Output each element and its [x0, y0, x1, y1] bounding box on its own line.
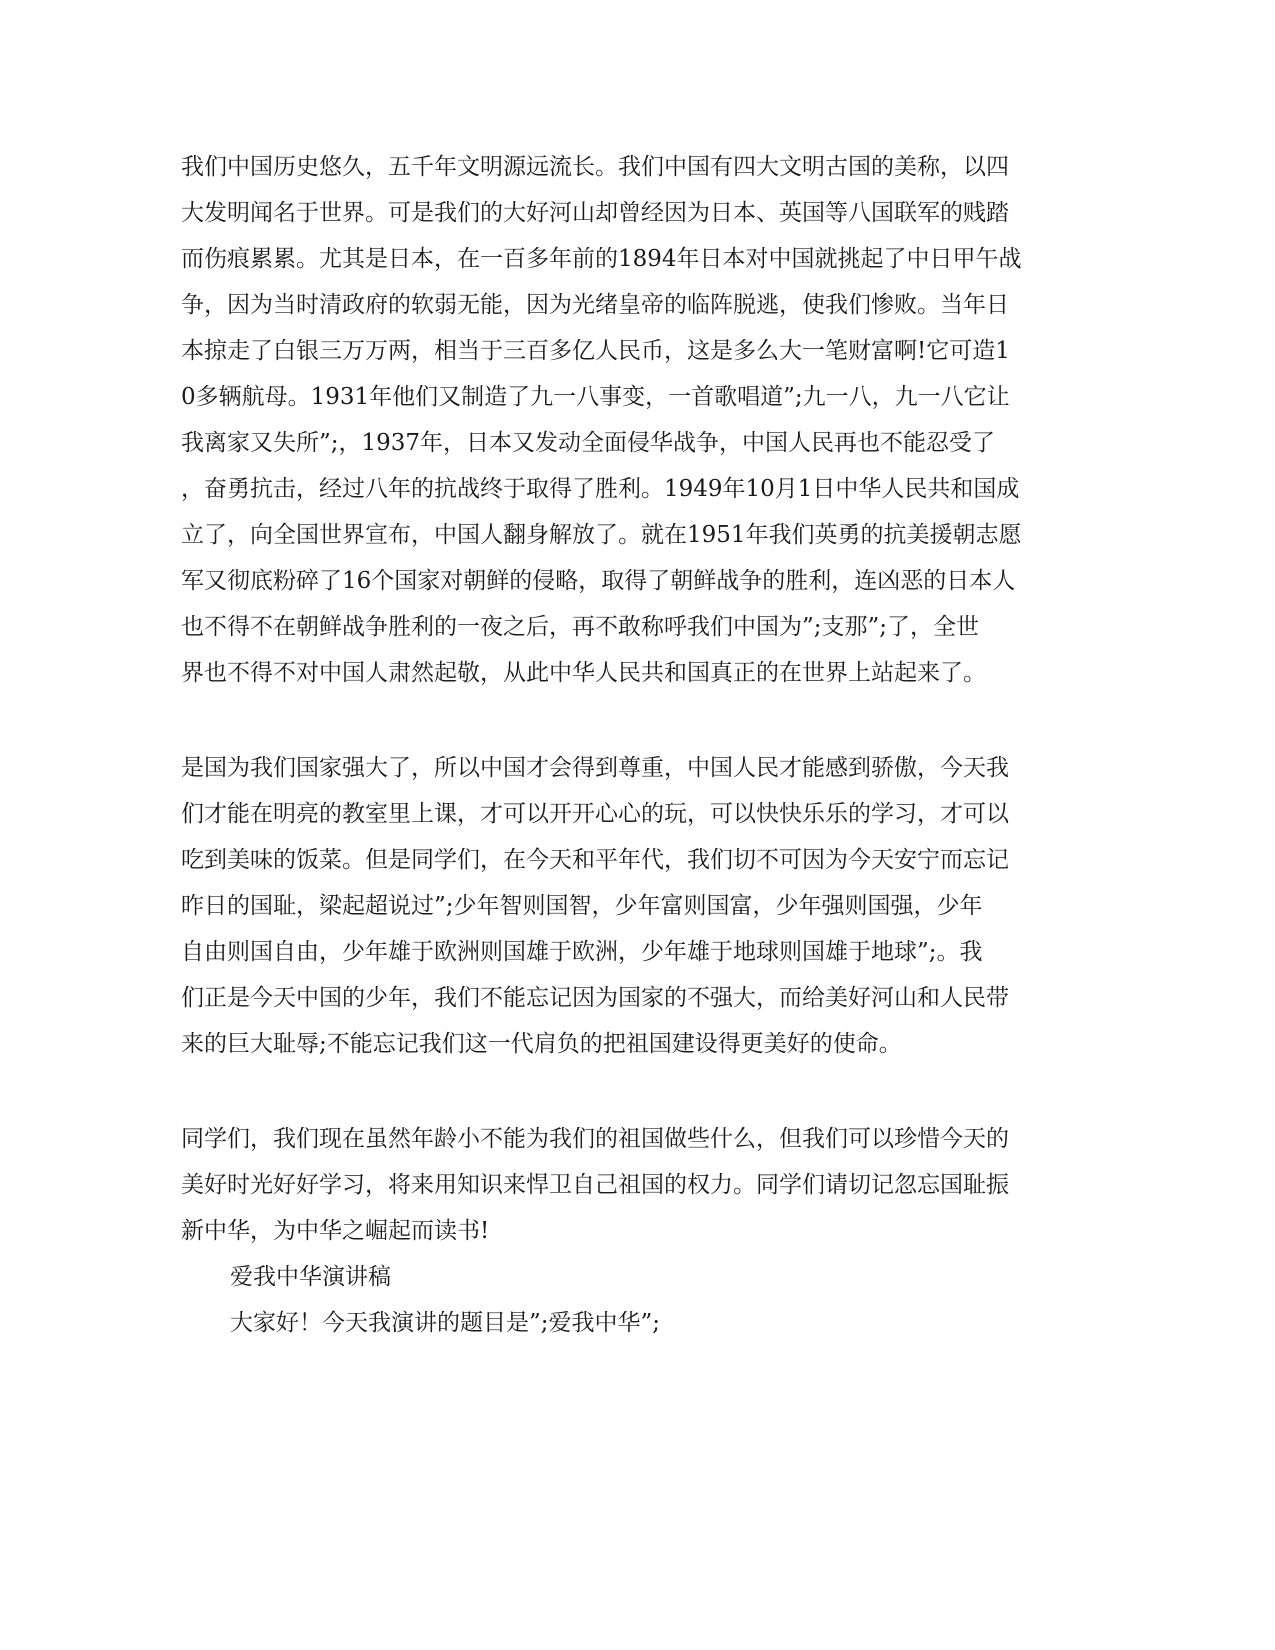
paragraph-3-line-1: 同学们，我们现在虽然年龄小不能为我们的祖国做些什么，但我们可以珍惜今天的 [181, 1126, 1009, 1152]
paragraph-2-line-5: 自由则国自由，少年雄于欧洲则国雄于欧洲，少年雄于地球则国雄于地球”;。我 [181, 939, 983, 965]
paragraph-1-line-7: 我离家又失所”;，1937年，日本又发动全面侵华战争，中国人民再也不能忍受了 [181, 430, 996, 456]
paragraph-2-line-2: 们才能在明亮的教室里上课，才可以开开心心的玩，可以快快乐乐的学习，才可以 [181, 801, 1009, 827]
paragraph-2-line-7: 来的巨大耻辱;不能忘记我们这一代肩负的把祖国建设得更美好的使命。 [181, 1031, 902, 1057]
paragraph-2-line-3: 吃到美味的饭菜。但是同学们，在今天和平年代，我们切不可因为今天安宁而忘记 [181, 847, 1009, 873]
paragraph-2-line-1: 是国为我们国家强大了，所以中国才会得到尊重，中国人民才能感到骄傲，今天我 [181, 755, 1009, 781]
paragraph-1-line-2: 大发明闻名于世界。可是我们的大好河山却曾经因为日本、英国等八国联军的贱踏 [181, 200, 1009, 226]
paragraph-3-line-3: 新中华，为中华之崛起而读书! [181, 1218, 490, 1244]
speech-title: 爱我中华演讲稿 [230, 1264, 391, 1290]
paragraph-1-line-5: 本掠走了白银三万万两，相当于三百多亿人民币，这是多么大一笔财富啊!它可造1 [181, 338, 1010, 364]
paragraph-1-line-1: 我们中国历史悠久，五千年文明源远流长。我们中国有四大文明古国的美称，以四 [181, 154, 1009, 180]
paragraph-1-line-9: 立了，向全国世界宣布，中国人翻身解放了。就在1951年我们英勇的抗美援朝志愿 [181, 522, 1022, 548]
paragraph-1-line-12: 界也不得不对中国人肃然起敬，从此中华人民共和国真正的在世界上站起来了。 [181, 660, 986, 686]
paragraph-1-line-3: 而伤痕累累。尤其是日本，在一百多年前的1894年日本对中国就挑起了中日甲午战 [181, 246, 1022, 272]
paragraph-1-line-11: 也不得不在朝鲜战争胜利的一夜之后，再不敢称呼我们中国为”;支那”;了，全世 [181, 614, 980, 640]
paragraph-1-line-6: 0多辆航母。1931年他们又制造了九一八事变，一首歌唱道”;九一八，九一八它让 [181, 384, 1010, 410]
paragraph-2-line-6: 们正是今天中国的少年，我们不能忘记因为国家的不强大，而给美好河山和人民带 [181, 985, 1009, 1011]
paragraph-1-line-4: 争，因为当时清政府的软弱无能，因为光绪皇帝的临阵脱逃，使我们惨败。当年日 [181, 292, 1009, 318]
paragraph-1-line-8: ，奋勇抗击，经过八年的抗战终于取得了胜利。1949年10月1日中华人民共和国成 [181, 476, 1020, 502]
paragraph-2-line-4: 昨日的国耻，梁起超说过”;少年智则国智，少年富则国富，少年强则国强，少年 [181, 893, 983, 919]
speech-greeting: 大家好！今天我演讲的题目是”;爱我中华”; [230, 1310, 661, 1336]
paragraph-3-line-2: 美好时光好好学习，将来用知识来悍卫自己祖国的权力。同学们请切记忽忘国耻振 [181, 1172, 1009, 1198]
paragraph-1-line-10: 军又彻底粉碎了16个国家对朝鲜的侵略，取得了朝鲜战争的胜利，连凶恶的日本人 [181, 568, 1016, 594]
